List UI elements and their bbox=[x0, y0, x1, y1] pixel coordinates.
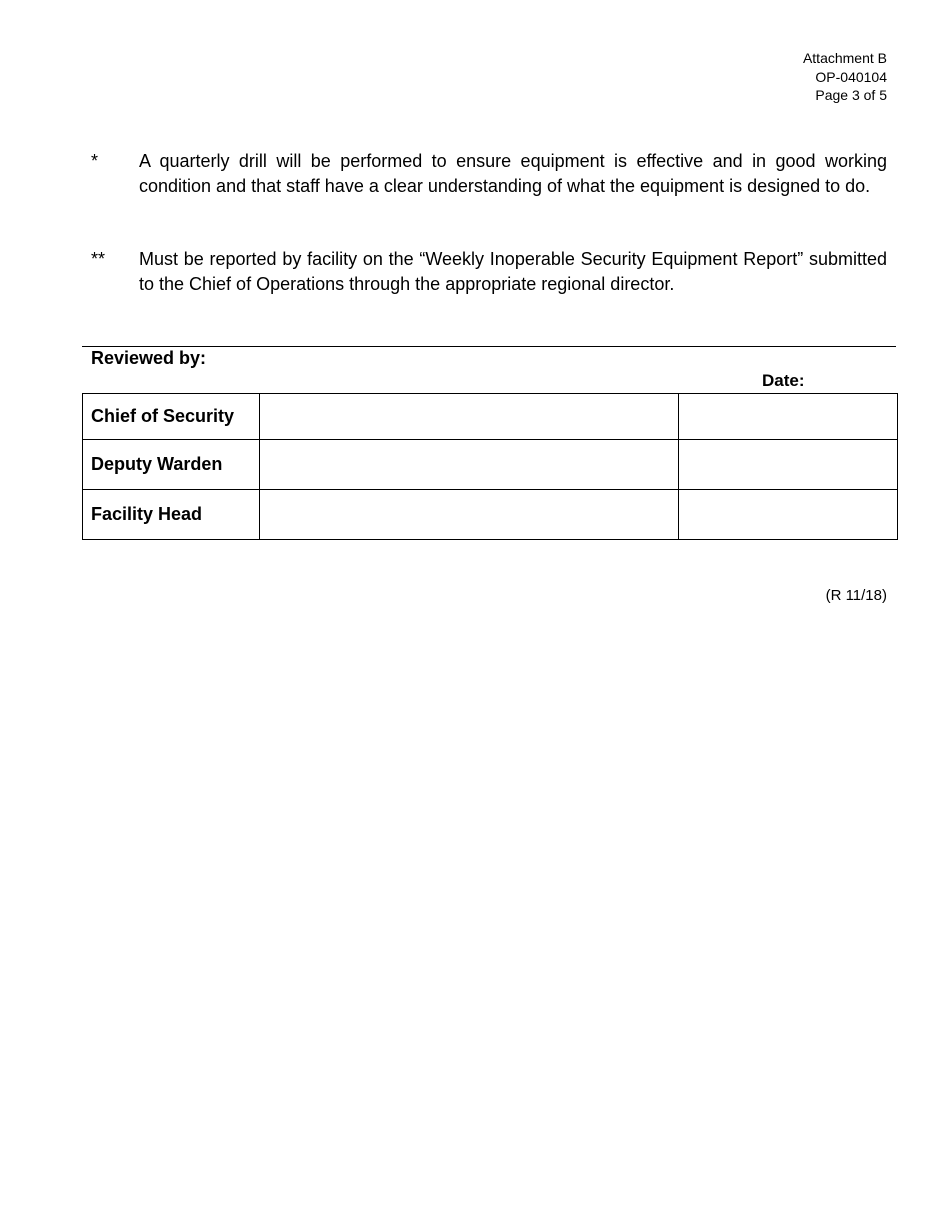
footnote-mark: ** bbox=[91, 249, 106, 269]
signature-field[interactable] bbox=[260, 440, 679, 490]
date-column-heading: Date: bbox=[762, 371, 805, 390]
document-header bbox=[803, 49, 887, 105]
table-row bbox=[83, 490, 898, 540]
date-field[interactable] bbox=[679, 490, 898, 540]
footnote-reporting bbox=[91, 247, 887, 297]
table-row bbox=[83, 440, 898, 490]
signature-field[interactable] bbox=[260, 394, 679, 440]
reviewed-by-heading: Reviewed by: bbox=[91, 348, 207, 368]
document-number: OP-040104 bbox=[815, 68, 887, 85]
footnote-text: Must be reported by facility on the “Weekly Inoperable Security Equipment Report” submitted to the Chief of Operations through the appropriate regional director. bbox=[139, 249, 887, 294]
revision-code: (R 11/18) bbox=[825, 587, 887, 604]
table-row bbox=[83, 394, 898, 440]
footnote-text: A quarterly drill will be performed to ensure equipment is effective and in good working condition and that staff have a clear understanding of what the equipment is designed to do. bbox=[139, 151, 887, 196]
footnote-mark: * bbox=[91, 151, 99, 171]
reviewer-role: Chief of Security bbox=[83, 394, 260, 440]
review-signature-table bbox=[82, 393, 898, 540]
reviewer-role: Facility Head bbox=[83, 490, 260, 540]
reviewer-role: Deputy Warden bbox=[83, 440, 260, 490]
date-field[interactable] bbox=[679, 440, 898, 490]
signature-field[interactable] bbox=[260, 490, 679, 540]
footnote-quarterly-drill bbox=[91, 149, 887, 199]
attachment-label: Attachment B bbox=[802, 50, 887, 66]
date-field[interactable] bbox=[679, 394, 898, 440]
page-number: Page 3 of 5 bbox=[815, 87, 887, 103]
